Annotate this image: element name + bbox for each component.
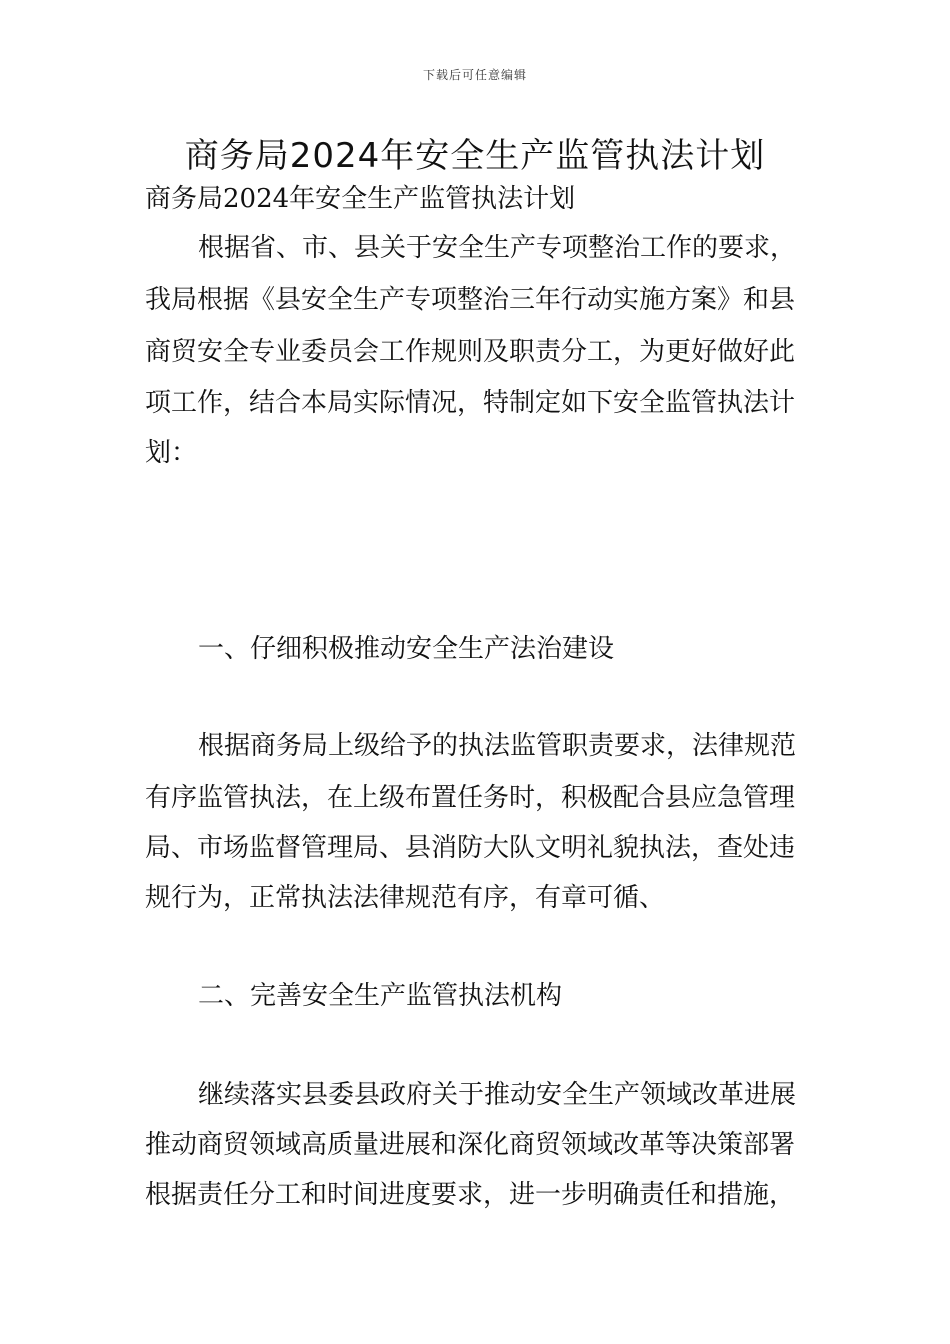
section1-line: 根据商务局上级给予的执法监管职责要求，法律规范 <box>198 731 797 761</box>
section2-heading: 二、完善安全生产监管执法机构 <box>198 981 563 1011</box>
document-title: 商务局2024年安全生产监管执法计划 <box>184 136 766 176</box>
section1-line: 局、市场监督管理局、县消防大队文明礼貌执法，查处违 <box>145 833 796 863</box>
intro-line: 划： <box>145 438 198 468</box>
section2-line: 继续落实县委县政府关于推动安全生产领域改革进展 <box>198 1080 797 1110</box>
header-note: 下载后可任意编辑 <box>422 68 527 82</box>
intro-line: 项工作，结合本局实际情况，特制定如下安全监管执法计 <box>145 388 796 418</box>
section1-heading: 一、仔细积极推动安全生产法治建设 <box>198 634 615 664</box>
document-subtitle: 商务局2024年安全生产监管执法计划 <box>145 184 576 214</box>
intro-line: 根据省、市、县关于安全生产专项整治工作的要求， <box>198 233 797 263</box>
section1-line: 有序监管执法，在上级布置任务时，积极配合县应急管理 <box>145 783 796 813</box>
intro-line: 商贸安全专业委员会工作规则及职责分工，为更好做好此 <box>145 337 796 367</box>
section2-line: 推动商贸领域高质量进展和深化商贸领域改革等决策部署 <box>145 1130 796 1160</box>
section1-line: 规行为，正常执法法律规范有序，有章可循、 <box>145 883 666 913</box>
intro-line: 我局根据《县安全生产专项整治三年行动实施方案》和县 <box>145 285 796 315</box>
section2-line: 根据责任分工和时间进度要求，进一步明确责任和措施， <box>145 1180 796 1210</box>
